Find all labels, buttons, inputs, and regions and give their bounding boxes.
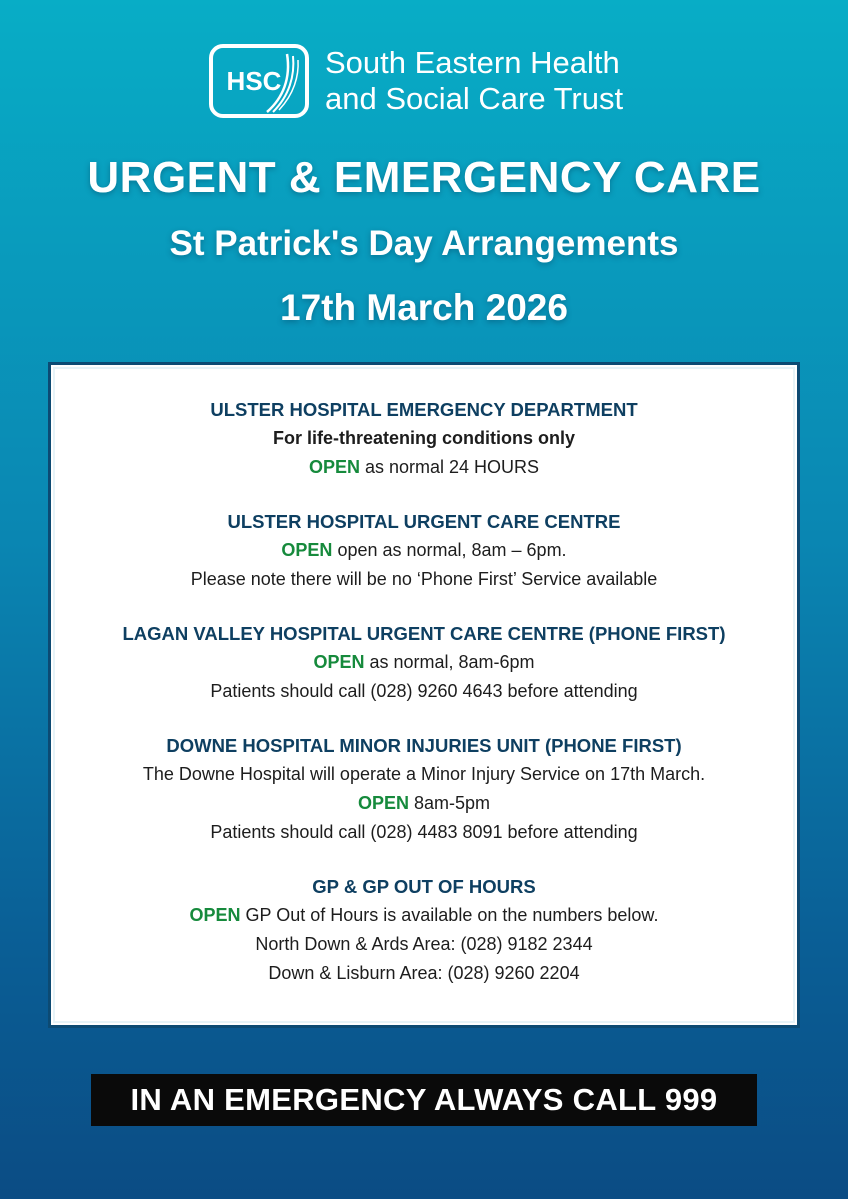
open-text: as normal, 8am-6pm: [364, 652, 535, 672]
trust-name-line2: and Social Care Trust: [325, 81, 624, 116]
open-text: open as normal, 8am – 6pm.: [332, 540, 567, 560]
hsc-logo: [209, 44, 623, 118]
section-title: DOWNE HOSPITAL MINOR INJURIES UNIT (PHONE FIRST): [166, 735, 682, 756]
trust-name: [325, 45, 623, 117]
section-open-line: [51, 536, 797, 565]
section-note: Please note there will be no ‘Phone First’ Service available: [190, 569, 658, 589]
section-gp-ooh: [51, 872, 797, 988]
section-downe-hospital: [51, 731, 797, 847]
page-title: URGENT & EMERGENCY CARE: [87, 153, 761, 202]
open-label: OPEN: [308, 457, 360, 477]
trust-name-line1: South Eastern Health: [325, 45, 620, 80]
open-label: OPEN: [281, 540, 333, 560]
section-title: ULSTER HOSPITAL EMERGENCY DEPARTMENT: [210, 399, 638, 420]
section-lagan-valley: [51, 619, 797, 706]
open-text: as normal 24 HOURS: [359, 457, 540, 477]
open-text: GP Out of Hours is available on the numbers below.: [240, 905, 659, 925]
services-panel: [48, 362, 800, 1028]
section-open-line: [51, 901, 797, 930]
section-title: ULSTER HOSPITAL URGENT CARE CENTRE: [227, 511, 621, 532]
hsc-abbr: HSC: [226, 65, 282, 96]
section-title: LAGAN VALLEY HOSPITAL URGENT CARE CENTRE (PHONE FIRST): [122, 623, 726, 644]
section-note: For life-threatening conditions only: [272, 428, 575, 448]
phone-north-down: North Down & Ards Area: (028) 9182 2344: [255, 934, 593, 954]
phone-down-lisburn: Down & Lisburn Area: (028) 9260 2204: [268, 963, 580, 983]
section-ulster-ed: [51, 395, 797, 482]
section-open-line: [51, 648, 797, 677]
section-note: Patients should call (028) 9260 4643 before attending: [210, 681, 638, 701]
open-text: 8am-5pm: [408, 793, 491, 813]
page-subtitle: St Patrick's Day Arrangements: [169, 224, 679, 263]
open-label: OPEN: [313, 652, 365, 672]
open-label: OPEN: [189, 905, 241, 925]
emergency-banner: IN AN EMERGENCY ALWAYS CALL 999: [91, 1074, 757, 1126]
section-ulster-ucc: [51, 507, 797, 594]
hsc-logo-mark: [209, 44, 309, 118]
header: [0, 150, 848, 338]
section-open-line: [51, 453, 797, 482]
open-label: OPEN: [357, 793, 409, 813]
page-date: 17th March 2026: [280, 287, 568, 328]
section-note: Patients should call (028) 4483 8091 before attending: [210, 822, 638, 842]
section-open-line: [51, 789, 797, 818]
section-title: GP & GP OUT OF HOURS: [312, 876, 536, 897]
section-intro: The Downe Hospital will operate a Minor Injury Service on 17th March.: [142, 764, 706, 784]
